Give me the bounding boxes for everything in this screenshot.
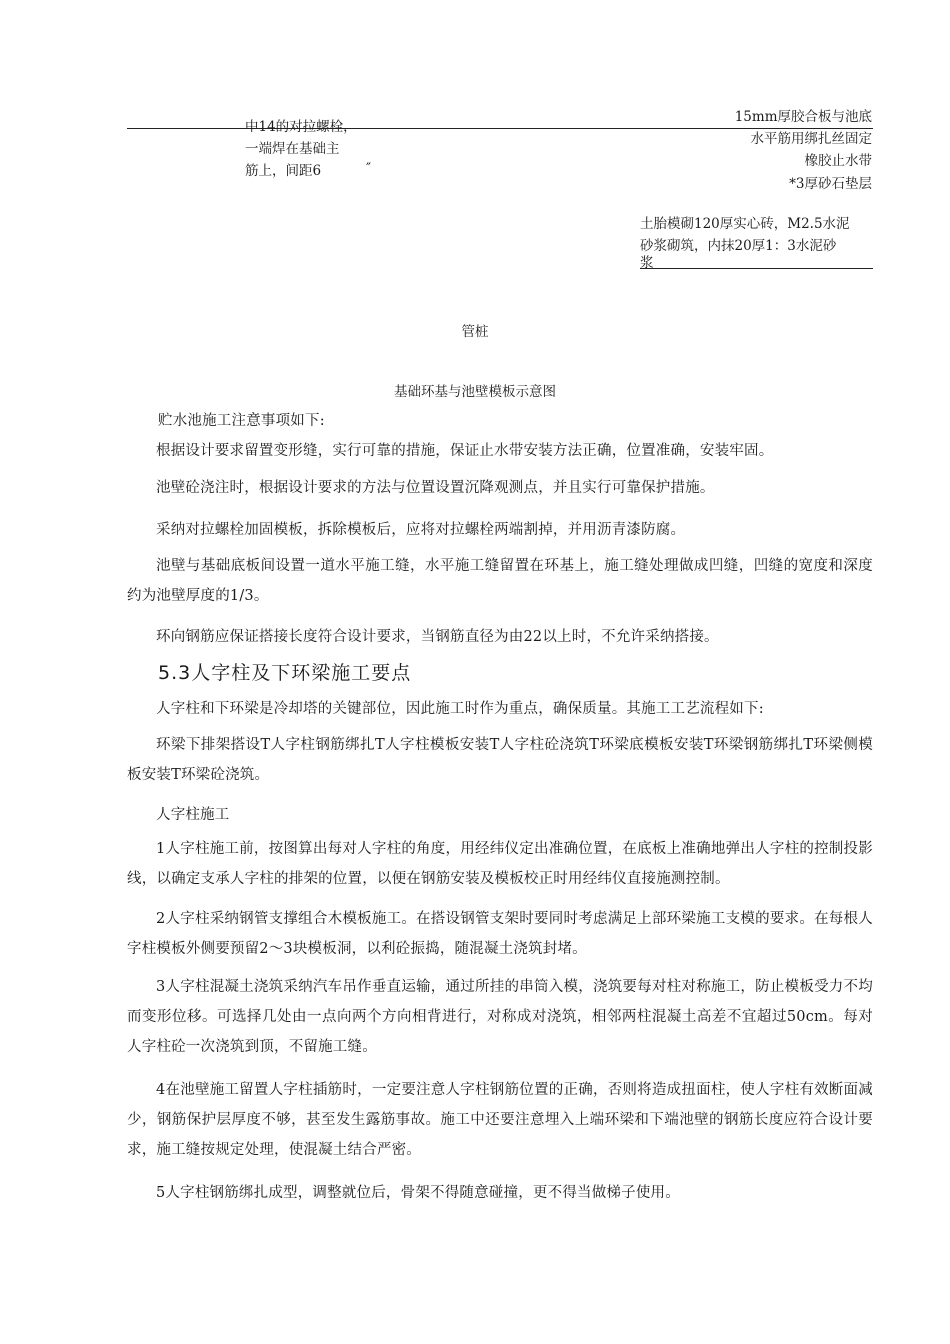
diagram-bottom-right-label-line3: 浆 [640, 255, 654, 271]
diagram-left-label-mark: ″ [366, 161, 372, 177]
paragraph-5: 环向钢筋应保证搭接长度符合设计要求，当钢筋直径为由22以上时，不允许采纳搭接。 [156, 629, 719, 645]
diagram-left-label-line3: 筋上，间距6 [245, 163, 322, 179]
section-heading: 5.3人字柱及下环梁施工要点 [158, 662, 412, 684]
section-paragraph-7: 5人字柱钢筋绑扎成型，调整就位后，骨架不得随意碰撞，更不得当做梯子使用。 [156, 1185, 680, 1201]
diagram-center-label: 管桩 [461, 324, 489, 340]
section-paragraph-2: 环梁下排架搭设T人字柱钢筋绑扎T人字柱模板安装T人字柱砼浇筑T环梁底模板安装T环梁钢筋绑扎T环梁侧模板安装T环梁砼浇筑。 [127, 737, 873, 783]
paragraph-3: 采纳对拉螺栓加固模板，拆除模板后，应将对拉螺栓两端割掉，并用沥青漆防腐。 [156, 522, 686, 538]
diagram-right-label-3: 橡胶止水带 [804, 153, 872, 169]
diagram-right-label-2: 水平筋用绑扎丝固定 [750, 131, 872, 147]
diagram-left-label-line1: 中14的对拉螺栓， [245, 119, 357, 135]
section-paragraph-3: 1人字柱施工前，按图算出每对人字柱的角度，用经纬仪定出准确位置，在底板上准确地弹出人字柱的控制投影线，以确定支承人字柱的排架的位置，以便在钢筋安装及模板校正时用经纬仪直接施测控制。 [127, 841, 873, 887]
diagram-right-label-1: 15mm厚胶合板与池底 [734, 109, 872, 125]
section-paragraph-5: 3人字柱混凝土浇筑采纳汽车吊作垂直运输，通过所挂的串筒入模，浇筑要每对柱对称施工，防止模板受力不均而变形位移。可选择几处由一点向两个方向相背进行，对称成对浇筑，相邻两柱混凝土高差不宜超过50cm。每对人字柱砼一次浇筑到顶，不留施工缝。 [127, 979, 873, 1055]
intro-text: 贮水池施工注意事项如下: [158, 413, 325, 429]
paragraph-4: 池壁与基础底板间设置一道水平施工缝，水平施工缝留置在环基上，施工缝处理做成凹缝，凹缝的宽度和深度约为池壁厚度的1/3。 [127, 558, 873, 604]
diagram-right-label-4: *3厚砂石垫层 [789, 176, 872, 192]
paragraph-2: 池壁砼浇注时，根据设计要求的方法与位置设置沉降观测点，并且实行可靠保护措施。 [156, 480, 715, 496]
section-paragraph-4: 2人字柱采纳钢管支撑组合木模板施工。在搭设钢管支架时要同时考虑满足上部环梁施工支模的要求。在每根人字柱模板外侧要预留2〜3块模板洞，以利砼振捣，随混凝土浇筑封堵。 [127, 911, 873, 957]
section-subheading: 人字柱施工 [156, 807, 230, 823]
paragraph-1: 根据设计要求留置变形缝，实行可靠的措施，保证止水带安装方法正确，位置准确，安装牢固。 [156, 443, 774, 459]
section-paragraph-1: 人字柱和下环梁是冷却塔的关键部位，因此施工时作为重点，确保质量。其施工工艺流程如下: [156, 701, 764, 717]
diagram-left-label-line2: 一端焊在基础主 [245, 141, 340, 157]
diagram-bottom-right-label-line1: 土胎模砌120厚实心砖，M2.5水泥 [640, 216, 850, 232]
diagram-bottom-right-label-line2: 砂浆砌筑，内抹20厚1：3水泥砂 [640, 238, 837, 254]
section-paragraph-6: 4在池壁施工留置人字柱插筋时，一定要注意人字柱钢筋位置的正确，否则将造成扭面柱，使人字柱有效断面减少，钢筋保护层厚度不够，甚至发生露筋事故。施工中还要注意埋入上端环梁和下端池壁的钢筋长度应符合设计要求，施工缝按规定处理，使混凝土结合严密。 [127, 1082, 873, 1158]
diagram-caption: 基础环基与池壁模板示意图 [394, 384, 556, 400]
leader-line-bottom-right [640, 268, 873, 269]
